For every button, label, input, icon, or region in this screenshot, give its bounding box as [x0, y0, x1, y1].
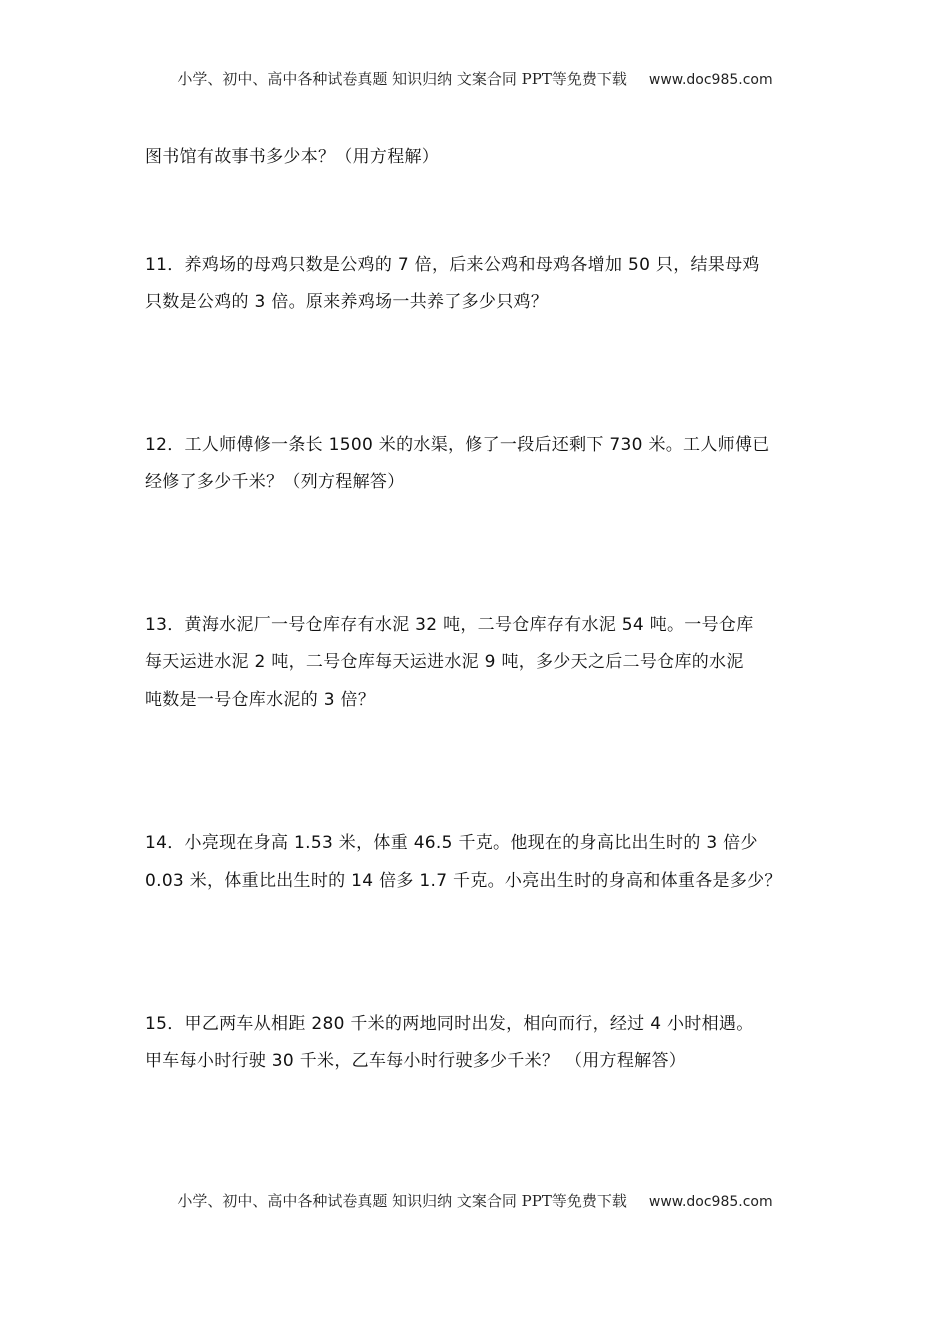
problem-14-line-2: 0.03 米，体重比出生时的 14 倍多 1.7 千克。小亮出生时的身高和体重各是多少？: [145, 871, 782, 891]
problem-11-line-1: 11．养鸡场的母鸡只数是公鸡的 7 倍，后来公鸡和母鸡各增加 50 只，结果母鸡: [145, 255, 760, 275]
footer-site-link[interactable]: www.doc985.com: [648, 1194, 773, 1210]
page-footer: [0, 1190, 950, 1211]
problem-13-line-3: 吨数是一号仓库水泥的 3 倍？: [145, 690, 376, 710]
footer-text: 小学、初中、高中各种试卷真题 知识归纳 文案合同 PPT等免费下载: [177, 1192, 627, 1210]
header-site-link[interactable]: www.doc985.com: [648, 72, 773, 88]
problem-15-line-1: 15．甲乙两车从相距 280 千米的两地同时出发，相向而行，经过 4 小时相遇。: [145, 1014, 754, 1034]
problem-11-line-2: 只数是公鸡的 3 倍。原来养鸡场一共养了多少只鸡？: [145, 292, 549, 312]
problem-12-line-2: 经修了多少千米？（列方程解答）: [145, 472, 405, 492]
problem-13-line-1: 13．黄海水泥厂一号仓库存有水泥 32 吨，二号仓库存有水泥 54 吨。一号仓库: [145, 615, 754, 635]
problem-13-line-2: 每天运进水泥 2 吨，二号仓库每天运进水泥 9 吨，多少天之后二号仓库的水泥: [145, 652, 744, 672]
continuation-line-1: 图书馆有故事书多少本？（用方程解）: [145, 147, 440, 167]
problem-15-line-2: 甲车每小时行驶 30 千米，乙车每小时行驶多少千米？ （用方程解答）: [145, 1051, 687, 1071]
page-header: [0, 68, 950, 89]
header-text: 小学、初中、高中各种试卷真题 知识归纳 文案合同 PPT等免费下载: [177, 70, 627, 88]
problem-12-line-1: 12．工人师傅修一条长 1500 米的水渠，修了一段后还剩下 730 米。工人师傅已: [145, 435, 770, 455]
problem-14-line-1: 14．小亮现在身高 1.53 米，体重 46.5 千克。他现在的身高比出生时的 3 倍少: [145, 833, 758, 853]
